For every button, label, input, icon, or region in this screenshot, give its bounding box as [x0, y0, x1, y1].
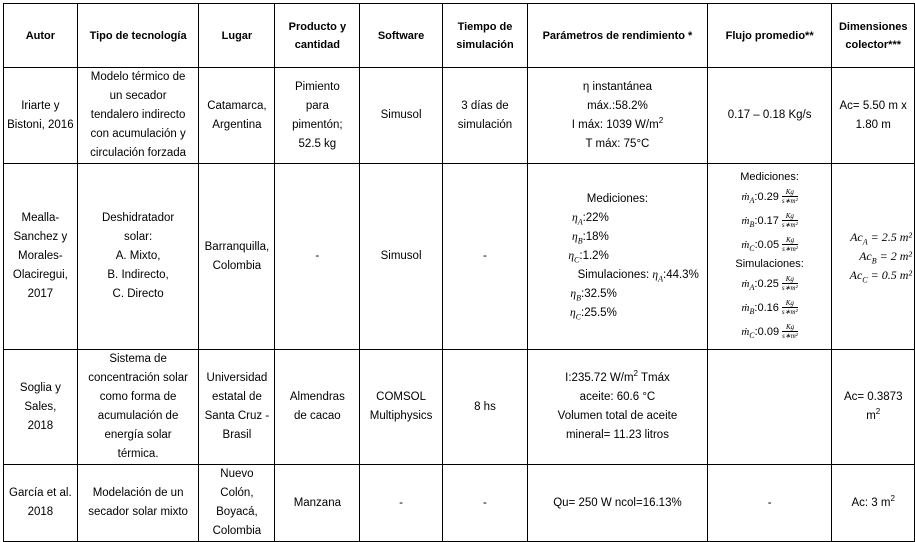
cell-lugar: Universidad estatal de Santa Cruz - Brasil: [199, 350, 275, 465]
mdot-symbol: ṁ$_C$: [741, 325, 755, 340]
dim-line: $m^2$: [866, 407, 881, 422]
flujo-title: Mediciones:: [740, 170, 799, 183]
cell-software: -: [360, 465, 443, 542]
eta-symbol: $\eta_B$: [571, 231, 583, 246]
table-row: [4, 350, 915, 465]
eta-symbol: $\eta_C$: [568, 250, 580, 265]
flujo-line: [710, 185, 830, 209]
eta-symbol: $\eta_B$: [570, 288, 581, 303]
flujo-value: :0.17: [754, 214, 782, 227]
param-value: :22%: [582, 212, 609, 224]
param-line: I:235.72 $W/m^2$ Tmáx: [565, 369, 670, 384]
header-software: Software: [360, 4, 443, 68]
cell-tipo: Sistema de concentración solar como forma de acumulación de energía solar térmica.: [77, 350, 199, 465]
cell-flujo: [707, 350, 832, 465]
cell-dimensiones: [832, 350, 915, 465]
header-autor: Autor: [4, 4, 78, 68]
cell-producto: Almendras de cacao: [275, 350, 360, 465]
param-line: mineral= 11.23 litros: [565, 429, 669, 441]
header-lugar: Lugar: [199, 4, 275, 68]
param-line: [530, 116, 705, 135]
flujo-line: [710, 296, 830, 320]
cell-tiempo: -: [442, 465, 527, 542]
cell-parametros: [528, 164, 708, 350]
table-row: [4, 164, 915, 350]
cell-dimensiones: Ac= 5.50 m x 1.80 m: [832, 68, 915, 164]
flujo-value: :0.05: [754, 238, 783, 251]
header-dimensiones: Dimensiones colector***: [832, 4, 915, 68]
cell-software: COMSOL Multiphysics: [360, 350, 443, 465]
cell-autor: Mealla- Sanchez y Morales- Olaciregui, 2017: [4, 164, 78, 350]
cell-parametros: Qu= 250 W ncol=16.13%: [528, 465, 708, 542]
flujo-value: :0.09: [754, 325, 783, 338]
cell-lugar: Nuevo Colón, Boyacá, Colombia: [199, 465, 275, 542]
param-value: :32.5%: [581, 288, 617, 300]
header-flujo: Flujo promedio**: [707, 4, 832, 68]
param-line: [530, 266, 705, 285]
cell-tiempo: -: [442, 164, 527, 350]
cell-dimensiones: [832, 164, 915, 350]
mdot-symbol: ṁ$_A$: [741, 190, 755, 205]
cell-tipo: Modelación de un secador solar mixto: [77, 465, 199, 542]
cell-flujo: [707, 164, 832, 350]
param-label: Simulaciones:: [577, 269, 653, 281]
flujo-line: [710, 272, 830, 296]
param-line: [530, 247, 705, 266]
param-title: Mediciones:: [586, 193, 649, 205]
eta-symbol: $\eta_A$: [571, 212, 583, 227]
flujo-value: :0.25: [754, 277, 782, 290]
param-line: [530, 209, 705, 228]
param-line: Volumen total de aceite: [557, 410, 678, 422]
flujo-line: [710, 233, 830, 257]
cell-lugar: Catamarca, Argentina: [199, 68, 275, 164]
flujo-title: Simulaciones:: [735, 257, 804, 270]
flujo-line: [710, 320, 830, 344]
param-line: aceite: 60.6 °C: [579, 391, 656, 403]
cell-producto: Pimiento para pimentón; 52.5 kg: [275, 68, 360, 164]
param-line: [530, 285, 705, 304]
cell-autor: Iriarte y Bistoni, 2016: [4, 68, 78, 164]
mdot-symbol: ṁ$_C$: [741, 238, 755, 253]
cell-tiempo: 8 hs: [442, 350, 527, 465]
cell-producto: Manzana: [275, 465, 360, 542]
header-producto: Producto y cantidad: [275, 4, 360, 68]
eta-symbol: $\eta_A$: [652, 269, 663, 284]
param-sup: 2: [658, 115, 664, 125]
cell-flujo: -: [707, 465, 832, 542]
flux-unit: $\frac{Kg}{\text{s∗m²}}$: [782, 236, 798, 254]
flux-unit: $\frac{Kg}{\text{s∗m²}}$: [781, 212, 798, 230]
cell-parametros: [528, 68, 708, 164]
cell-tipo: Modelo térmico de un secador tendalero indirecto con acumulación y circulación forzada: [77, 68, 199, 164]
flux-unit: $\frac{Kg}{\text{s∗m²}}$: [781, 188, 798, 206]
dim-line: Ac= 0.3873: [843, 391, 903, 403]
dim-line: $Ac_B = 2$ m²: [859, 249, 912, 266]
dim-line: $Ac_A = 2.5$ m²: [850, 230, 912, 247]
param-value: :44.3%: [663, 269, 699, 281]
cell-producto: -: [275, 164, 360, 350]
cell-flujo: 0.17 – 0.18 Kg/s: [707, 68, 832, 164]
cell-software: Simusol: [360, 164, 443, 350]
cell-autor: Soglia y Sales, 2018: [4, 350, 78, 465]
cell-autor: García et al. 2018: [4, 465, 78, 542]
param-value: :18%: [582, 231, 609, 243]
mdot-symbol: ṁ$_A$: [741, 277, 755, 292]
comparison-table: [3, 3, 915, 542]
param-line: T máx: 75°C: [585, 137, 650, 150]
header-tipo: Tipo de tecnología: [77, 4, 199, 68]
table-row: [4, 465, 915, 542]
cell-dimensiones: Ac: 3 $m^2$: [832, 465, 915, 542]
param-line: [530, 228, 705, 247]
param-line: máx.:58.2%: [587, 99, 648, 112]
mdot-symbol: ṁ$_B$: [741, 214, 755, 229]
cell-tipo: Deshidratador solar: A. Mixto, B. Indirecto, C. Directo: [77, 164, 199, 350]
eta-symbol: $\eta_C$: [569, 307, 581, 322]
table-row: [4, 68, 915, 164]
flujo-value: :0.29: [754, 190, 782, 203]
param-line: η instantánea: [582, 80, 652, 93]
cell-tiempo: 3 días de simulación: [442, 68, 527, 164]
header-row: [4, 4, 915, 68]
header-parametros: Parámetros de rendimiento *: [528, 4, 708, 68]
cell-lugar: Barranquilla, Colombia: [199, 164, 275, 350]
param-text: I máx: 1039 W/m: [571, 118, 659, 131]
header-tiempo: Tiempo de simulación: [442, 4, 527, 68]
param-value: :25.5%: [581, 307, 617, 319]
flujo-line: [710, 209, 830, 233]
mdot-symbol: ṁ$_B$: [741, 301, 755, 316]
cell-software: Simusol: [360, 68, 443, 164]
param-value: :1.2%: [579, 250, 609, 262]
flux-unit: $\frac{Kg}{\text{s∗m²}}$: [781, 299, 798, 317]
dim-line: $Ac_C = 0.5$ m²: [849, 268, 912, 285]
flux-unit: $\frac{Kg}{\text{s∗m²}}$: [781, 275, 798, 293]
param-line: [530, 304, 705, 323]
flux-unit: $\frac{Kg}{\text{s∗m²}}$: [782, 323, 798, 341]
cell-parametros: [528, 350, 708, 465]
flujo-value: :0.16: [754, 301, 782, 314]
